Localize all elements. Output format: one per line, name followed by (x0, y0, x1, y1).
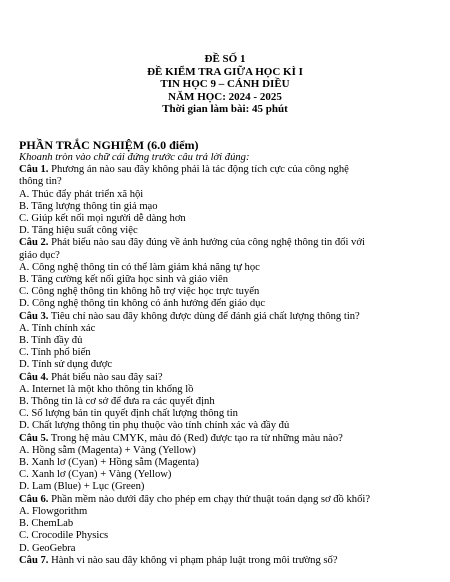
answer-option: D. Chất lượng thông tin phụ thuộc vào tính chính xác và đầy đủ (19, 420, 290, 432)
question-label: Câu 3. (19, 310, 49, 322)
question-5 (19, 433, 435, 494)
question-label: Câu 4. (19, 371, 49, 383)
question-label: Câu 2. (19, 237, 49, 249)
answer-option: D. GeoGebra (19, 542, 76, 554)
section-title: PHẦN TRẮC NGHIỆM (6.0 điểm) (19, 138, 199, 152)
question-text: Trong hệ màu CMYK, màu đỏ (Red) được tạo ra từ những màu nào? (48, 432, 343, 444)
school-year: NĂM HỌC: 2024 - 2025 (168, 90, 282, 103)
question-stem-continuation (19, 250, 435, 262)
answer-option: C. Công nghệ thông tin không hỗ trợ việc học trực tuyến (19, 286, 260, 298)
question-text: Hành vi nào sau đây không vi phạm pháp luật trong môi trường số? (48, 554, 338, 566)
question-stem (19, 494, 435, 506)
question-label: Câu 6. (19, 493, 49, 505)
question-6 (19, 494, 435, 555)
answer-option: B. Tăng cường kết nối giữa học sinh và giáo viên (19, 274, 229, 286)
question-text: thông tin? (19, 176, 62, 188)
answer-option: A. Flowgorithm (19, 505, 88, 517)
question-2 (19, 237, 435, 310)
exam-header (0, 53, 450, 116)
answer-option: C. Giúp kết nối mọi người dễ dàng hơn (19, 213, 186, 225)
answer-option: D. Tính sử dụng được (19, 359, 113, 371)
answer-option: C. Tính phổ biến (19, 347, 91, 359)
question-4 (19, 372, 435, 433)
question-text: Phát biểu nào sau đây đúng về ảnh hưởng của công nghệ thông tin đối với (48, 237, 365, 249)
answer-option: B. ChemLab (19, 518, 74, 530)
answer-option: A. Thúc đẩy phát triển xã hội (19, 188, 144, 200)
question-stem (19, 237, 435, 249)
question-stem (19, 164, 435, 176)
question-text: Phần mềm nào dưới đây cho phép em chạy thử thuật toán dạng sơ đồ khối? (48, 493, 371, 505)
question-label: Câu 7. (19, 554, 49, 566)
exam-title: ĐỀ KIỂM TRA GIỮA HỌC KÌ I (147, 65, 303, 78)
section-instruction: Khoanh tròn vào chữ cái đứng trước câu trả lời đúng: (19, 152, 250, 163)
question-stem-continuation (19, 176, 435, 188)
question-text: Phát biểu nào sau đây sai? (48, 371, 163, 383)
question-stem (19, 311, 435, 323)
question-7 (19, 555, 435, 567)
answer-option: C. Crocodile Physics (19, 530, 109, 542)
answer-option: B. Thông tin là cơ sở để đưa ra các quyết định (19, 396, 215, 408)
answer-option: A. Hồng sẫm (Magenta) + Vàng (Yellow) (19, 444, 196, 456)
question-text: Tiêu chí nào sau đây không được dùng để đánh giá chất lượng thông tin? (48, 310, 360, 322)
answer-option: A. Internet là một kho thông tin khổng lồ (19, 383, 194, 395)
answer-option: D. Lam (Blue) + Lục (Green) (19, 481, 145, 493)
question-stem (19, 555, 435, 567)
answer-option: A. Công nghệ thông tin có thể làm giảm khả năng tự học (19, 261, 260, 273)
question-stem (19, 433, 435, 445)
question-stem (19, 372, 435, 384)
answer-option: A. Tính chính xác (19, 322, 96, 334)
answer-option: D. Công nghệ thông tin không có ảnh hưởng đến giáo dục (19, 298, 266, 310)
question-text: Phương án nào sau đây không phải là tác động tích cực của công nghệ (48, 164, 349, 176)
answer-option: D. Tăng hiệu suất công việc (19, 225, 138, 237)
question-label: Câu 5. (19, 432, 49, 444)
exam-subject: TIN HỌC 9 – CÁNH DIỀU (160, 78, 290, 91)
answer-option: C. Xanh lơ (Cyan) + Vàng (Yellow) (19, 469, 172, 481)
question-text: giáo dục? (19, 249, 60, 261)
question-label: Câu 1. (19, 164, 49, 176)
answer-option: C. Số lượng bản tin quyết định chất lượng thông tin (19, 408, 238, 420)
time-limit: Thời gian làm bài: 45 phút (162, 103, 288, 116)
question-list (19, 164, 435, 567)
answer-option: B. Xanh lơ (Cyan) + Hồng sẫm (Magenta) (19, 457, 199, 469)
question-3 (19, 311, 435, 372)
question-1 (19, 164, 435, 237)
exam-body (19, 139, 435, 567)
exam-number: ĐỀ SỐ 1 (204, 53, 246, 65)
answer-option: B. Tăng lượng thông tin giả mạo (19, 200, 158, 212)
answer-option: B. Tính đầy đủ (19, 335, 83, 347)
